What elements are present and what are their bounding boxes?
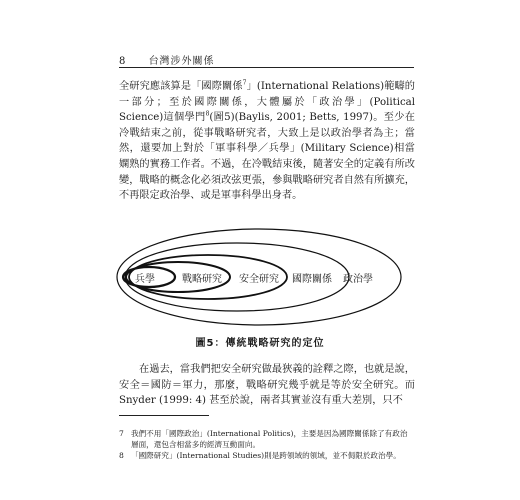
footnote-rule [119, 415, 209, 416]
figure-caption: 圖5：傳統戰略研究的定位 [195, 338, 325, 349]
footnote-number: 8 [119, 451, 124, 460]
page-number: 8 [119, 56, 127, 67]
ring-label-military-science: 兵學 [135, 274, 155, 285]
ring-label-political-science: 政治學 [343, 274, 373, 285]
footnote-8 [119, 450, 415, 461]
footnote-text: 「國際研究」(International Studies)則是跨領域的領域，並不侷限於政治學。 [131, 451, 401, 460]
header-rule [119, 67, 414, 68]
ring-label-strategic-studies: 戰略研究 [182, 274, 222, 285]
para1-text-c: (圖5)(Baylis, 2001; Betts, 1997)。至少在冷戰結束之前，從事戰略研究者，大致上是以政治學者為主；當然，還要加上對於「軍事科學／兵學」(Military Science)相當嫻熟的實務工作者。不過，在冷戰結束後，隨著安全的定義有所改變，戰略的概念化必須改弦更張，參與戰略研究者自然有所擴充，不再限定政治學、或是軍事科學出身者。 [119, 112, 415, 202]
footnote-7 [119, 428, 415, 450]
footnote-ref-7: 7 [242, 79, 247, 87]
footnote-text: 我們不用「國際政治」(International Politics)，主要是因為國際關係除了有政治層面，還包含相當多的經濟互動面向。 [131, 429, 408, 449]
body-paragraph-1 [119, 79, 415, 204]
body-paragraph-2: 在過去，當我們把安全研究做最狹義的詮釋之際，也就是說，安全＝國防＝軍力，那麼，戰略研究幾乎就是等於安全研究。而 Snyder (1999: 4) 甚至於說，兩者其實並沒有重大差別，只不 [119, 364, 415, 407]
para1-text-a: 全研究應該算是「國際關係 [119, 81, 243, 92]
ring-label-security-studies: 安全研究 [239, 274, 279, 285]
para1-text-b: 」(International Relations)範疇的一部分；至於國際關係，大體屬於「政治學」(Political Science)這個學門 [119, 81, 415, 124]
footnote-number: 7 [119, 429, 124, 438]
ring-label-international-relations: 國際關係 [292, 274, 332, 285]
running-title: 台灣涉外關係 [148, 56, 215, 67]
footnote-ref-8: 8 [205, 110, 210, 118]
running-header [119, 52, 215, 67]
